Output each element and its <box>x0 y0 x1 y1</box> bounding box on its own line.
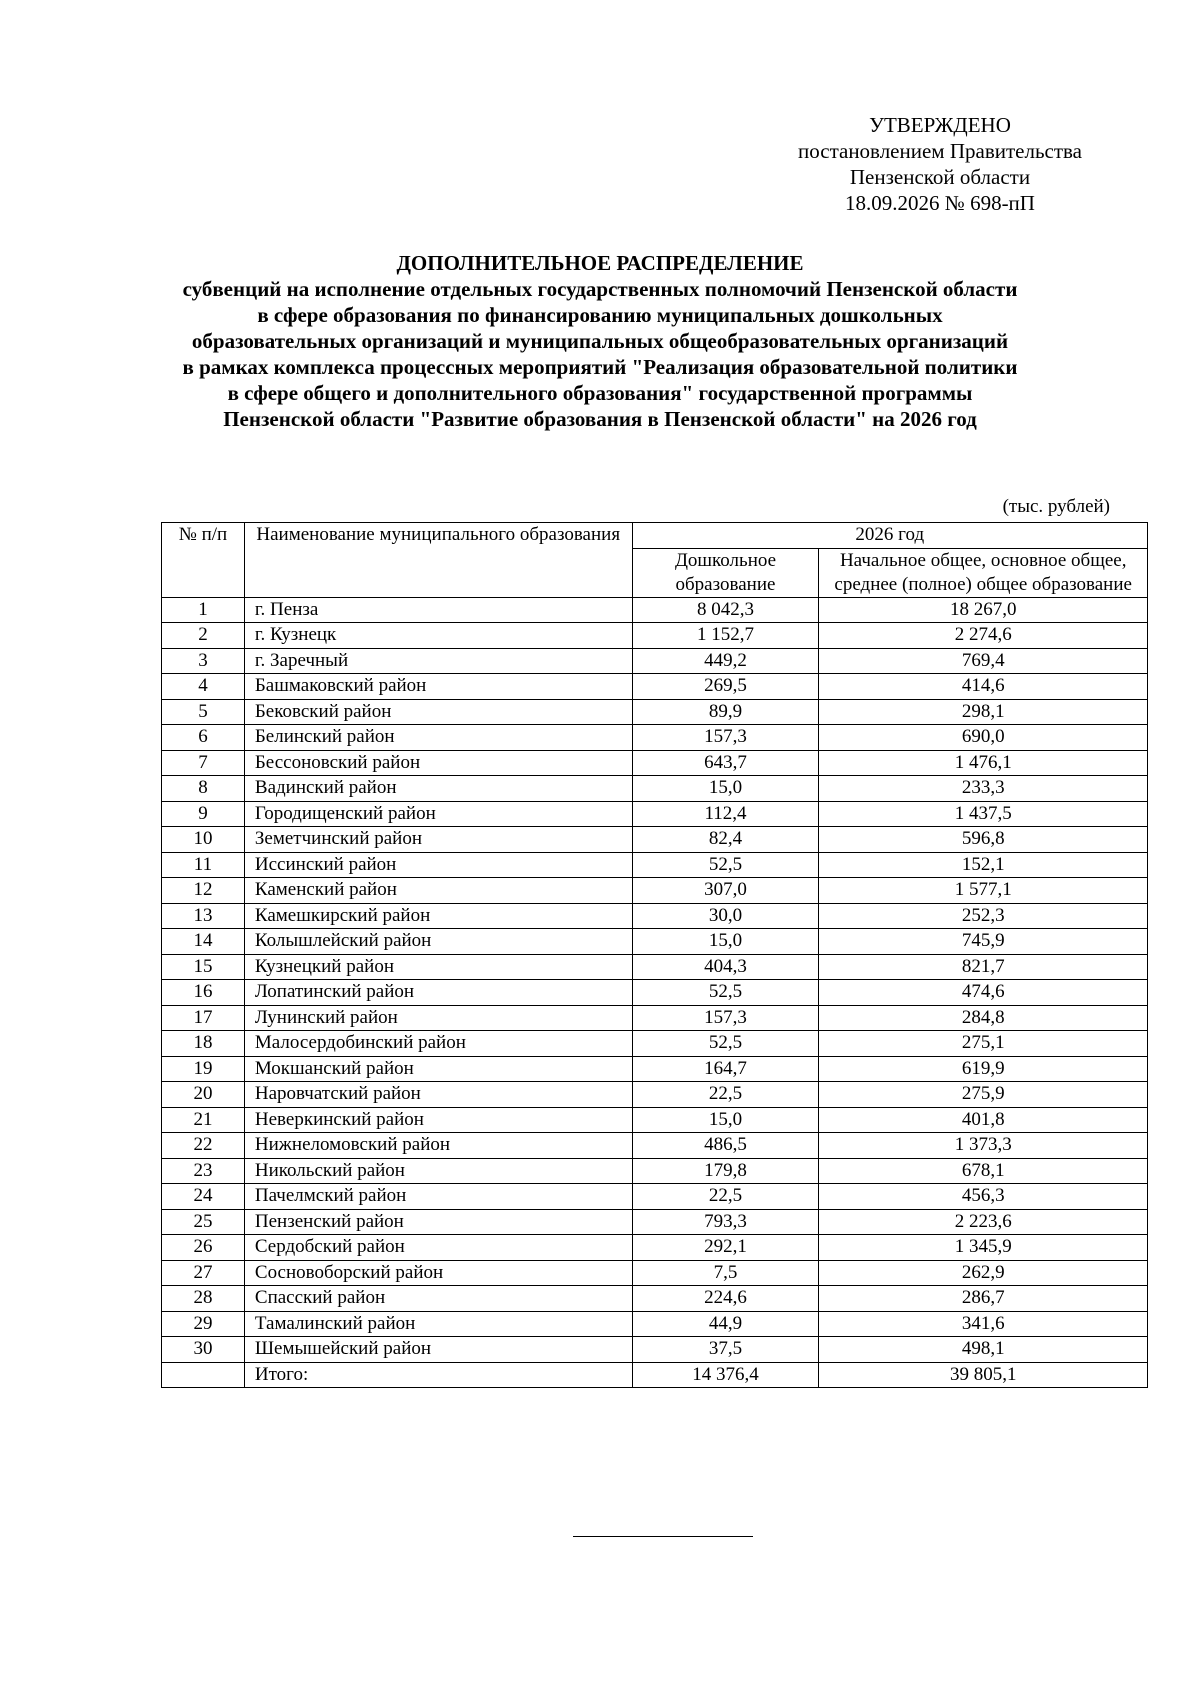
row-number: 16 <box>162 980 245 1006</box>
general-amount: 1 476,1 <box>819 750 1148 776</box>
row-number: 1 <box>162 597 245 623</box>
header-general: Начальное общее, основное общее, среднее (полное) общее образование <box>819 548 1148 597</box>
general-amount: 275,9 <box>819 1082 1148 1108</box>
row-number: 9 <box>162 801 245 827</box>
approval-block <box>770 112 1110 216</box>
general-amount: 678,1 <box>819 1158 1148 1184</box>
municipality-name: Никольский район <box>244 1158 632 1184</box>
row-number: 13 <box>162 903 245 929</box>
header-year: 2026 год <box>632 523 1147 549</box>
preschool-amount: 112,4 <box>632 801 819 827</box>
preschool-amount: 292,1 <box>632 1235 819 1261</box>
general-amount: 1 437,5 <box>819 801 1148 827</box>
preschool-amount: 89,9 <box>632 699 819 725</box>
municipality-name: Камешкирский район <box>244 903 632 929</box>
preschool-amount: 30,0 <box>632 903 819 929</box>
title-line: субвенций на исполнение отдельных государственных полномочий Пензенской области <box>182 277 1018 301</box>
total-row <box>162 1362 1148 1388</box>
general-amount: 401,8 <box>819 1107 1148 1133</box>
row-number: 3 <box>162 648 245 674</box>
total-num-cell <box>162 1362 245 1388</box>
municipality-name: Колышлейский район <box>244 929 632 955</box>
table-row <box>162 1235 1148 1261</box>
table-row <box>162 648 1148 674</box>
table-row <box>162 699 1148 725</box>
preschool-amount: 15,0 <box>632 929 819 955</box>
preschool-amount: 8 042,3 <box>632 597 819 623</box>
table-row <box>162 623 1148 649</box>
row-number: 6 <box>162 725 245 751</box>
general-amount: 298,1 <box>819 699 1148 725</box>
preschool-amount: 52,5 <box>632 1031 819 1057</box>
preschool-amount: 52,5 <box>632 852 819 878</box>
table-row <box>162 878 1148 904</box>
preschool-amount: 179,8 <box>632 1158 819 1184</box>
preschool-amount: 52,5 <box>632 980 819 1006</box>
municipality-name: г. Заречный <box>244 648 632 674</box>
preschool-amount: 22,5 <box>632 1082 819 1108</box>
general-amount: 233,3 <box>819 776 1148 802</box>
row-number: 18 <box>162 1031 245 1057</box>
municipality-name: Пензенский район <box>244 1209 632 1235</box>
table-row <box>162 1184 1148 1210</box>
document-title <box>150 250 1050 432</box>
municipality-name: Городищенский район <box>244 801 632 827</box>
row-number: 8 <box>162 776 245 802</box>
header-name: Наименование муниципального образования <box>244 523 632 598</box>
approval-line: УТВЕРЖДЕНО <box>869 113 1011 137</box>
municipality-name: Малосердобинский район <box>244 1031 632 1057</box>
general-amount: 18 267,0 <box>819 597 1148 623</box>
table-body <box>162 597 1148 1362</box>
approval-date-number: 18.09.2026 № 698-пП <box>845 191 1035 215</box>
row-number: 27 <box>162 1260 245 1286</box>
general-amount: 474,6 <box>819 980 1148 1006</box>
general-amount: 262,9 <box>819 1260 1148 1286</box>
general-amount: 596,8 <box>819 827 1148 853</box>
general-amount: 284,8 <box>819 1005 1148 1031</box>
row-number: 29 <box>162 1311 245 1337</box>
table-row <box>162 725 1148 751</box>
table-row <box>162 827 1148 853</box>
general-amount: 498,1 <box>819 1337 1148 1363</box>
title-line: Пензенской области "Развитие образования в Пензенской области" на 2026 год <box>223 407 977 431</box>
row-number: 20 <box>162 1082 245 1108</box>
table-row <box>162 1107 1148 1133</box>
table-row <box>162 597 1148 623</box>
municipality-name: Кузнецкий район <box>244 954 632 980</box>
row-number: 17 <box>162 1005 245 1031</box>
municipality-name: Сосновоборский район <box>244 1260 632 1286</box>
municipality-name: Нижнеломовский район <box>244 1133 632 1159</box>
preschool-amount: 157,3 <box>632 1005 819 1031</box>
preschool-amount: 224,6 <box>632 1286 819 1312</box>
general-amount: 2 274,6 <box>819 623 1148 649</box>
preschool-amount: 486,5 <box>632 1133 819 1159</box>
approval-line: Пензенской области <box>849 165 1031 189</box>
total-general: 39 805,1 <box>819 1362 1148 1388</box>
title-line: в сфере образования по финансированию муниципальных дошкольных <box>257 303 943 327</box>
preschool-amount: 307,0 <box>632 878 819 904</box>
general-amount: 690,0 <box>819 725 1148 751</box>
row-number: 10 <box>162 827 245 853</box>
table-row <box>162 674 1148 700</box>
row-number: 11 <box>162 852 245 878</box>
general-amount: 414,6 <box>819 674 1148 700</box>
general-amount: 286,7 <box>819 1286 1148 1312</box>
row-number: 21 <box>162 1107 245 1133</box>
table-row <box>162 1209 1148 1235</box>
table-row <box>162 1031 1148 1057</box>
table-row <box>162 776 1148 802</box>
table-row <box>162 903 1148 929</box>
row-number: 30 <box>162 1337 245 1363</box>
municipality-name: г. Кузнецк <box>244 623 632 649</box>
preschool-amount: 793,3 <box>632 1209 819 1235</box>
general-amount: 1 577,1 <box>819 878 1148 904</box>
table-row <box>162 1337 1148 1363</box>
municipality-name: г. Пенза <box>244 597 632 623</box>
row-number: 24 <box>162 1184 245 1210</box>
row-number: 26 <box>162 1235 245 1261</box>
title-line: в рамках комплекса процессных мероприятий "Реализация образовательной политики <box>182 355 1018 379</box>
general-amount: 745,9 <box>819 929 1148 955</box>
units-label: (тыс. рублей) <box>1002 496 1110 517</box>
table-row <box>162 852 1148 878</box>
table-row <box>162 954 1148 980</box>
total-preschool: 14 376,4 <box>632 1362 819 1388</box>
general-amount: 1 373,3 <box>819 1133 1148 1159</box>
table-row <box>162 1082 1148 1108</box>
municipality-name: Шемышейский район <box>244 1337 632 1363</box>
preschool-amount: 82,4 <box>632 827 819 853</box>
table-row <box>162 1260 1148 1286</box>
header-preschool: Дошкольное образование <box>632 548 819 597</box>
row-number: 25 <box>162 1209 245 1235</box>
municipality-name: Бессоновский район <box>244 750 632 776</box>
row-number: 2 <box>162 623 245 649</box>
municipality-name: Наровчатский район <box>244 1082 632 1108</box>
title-line: в сфере общего и дополнительного образования" государственной программы <box>227 381 973 405</box>
municipality-name: Башмаковский район <box>244 674 632 700</box>
distribution-table <box>161 522 1148 1388</box>
preschool-amount: 404,3 <box>632 954 819 980</box>
row-number: 12 <box>162 878 245 904</box>
row-number: 15 <box>162 954 245 980</box>
total-label: Итого: <box>244 1362 632 1388</box>
row-number: 5 <box>162 699 245 725</box>
row-number: 28 <box>162 1286 245 1312</box>
general-amount: 252,3 <box>819 903 1148 929</box>
preschool-amount: 643,7 <box>632 750 819 776</box>
municipality-name: Мокшанский район <box>244 1056 632 1082</box>
row-number: 4 <box>162 674 245 700</box>
general-amount: 2 223,6 <box>819 1209 1148 1235</box>
row-number: 14 <box>162 929 245 955</box>
title-line: образовательных организаций и муниципальных общеобразовательных организаций <box>191 329 1009 353</box>
municipality-name: Бековский район <box>244 699 632 725</box>
municipality-name: Белинский район <box>244 725 632 751</box>
general-amount: 275,1 <box>819 1031 1148 1057</box>
table-row <box>162 1056 1148 1082</box>
municipality-name: Каменский район <box>244 878 632 904</box>
row-number: 23 <box>162 1158 245 1184</box>
preschool-amount: 37,5 <box>632 1337 819 1363</box>
table-row <box>162 1286 1148 1312</box>
municipality-name: Пачелмский район <box>244 1184 632 1210</box>
header-num: № п/п <box>162 523 245 598</box>
table-row <box>162 1005 1148 1031</box>
table-row <box>162 801 1148 827</box>
general-amount: 821,7 <box>819 954 1148 980</box>
title-line: ДОПОЛНИТЕЛЬНОЕ РАСПРЕДЕЛЕНИЕ <box>396 251 804 275</box>
municipality-name: Спасский район <box>244 1286 632 1312</box>
general-amount: 769,4 <box>819 648 1148 674</box>
table-row <box>162 1133 1148 1159</box>
preschool-amount: 15,0 <box>632 776 819 802</box>
preschool-amount: 44,9 <box>632 1311 819 1337</box>
row-number: 22 <box>162 1133 245 1159</box>
preschool-amount: 15,0 <box>632 1107 819 1133</box>
preschool-amount: 22,5 <box>632 1184 819 1210</box>
general-amount: 341,6 <box>819 1311 1148 1337</box>
table-row <box>162 929 1148 955</box>
general-amount: 152,1 <box>819 852 1148 878</box>
general-amount: 1 345,9 <box>819 1235 1148 1261</box>
municipality-name: Неверкинский район <box>244 1107 632 1133</box>
preschool-amount: 164,7 <box>632 1056 819 1082</box>
table-row <box>162 750 1148 776</box>
preschool-amount: 7,5 <box>632 1260 819 1286</box>
row-number: 7 <box>162 750 245 776</box>
general-amount: 619,9 <box>819 1056 1148 1082</box>
table-row <box>162 1311 1148 1337</box>
preschool-amount: 1 152,7 <box>632 623 819 649</box>
municipality-name: Лунинский район <box>244 1005 632 1031</box>
municipality-name: Лопатинский район <box>244 980 632 1006</box>
end-divider <box>573 1536 753 1537</box>
preschool-amount: 157,3 <box>632 725 819 751</box>
municipality-name: Сердобский район <box>244 1235 632 1261</box>
municipality-name: Иссинский район <box>244 852 632 878</box>
municipality-name: Тамалинский район <box>244 1311 632 1337</box>
municipality-name: Вадинский район <box>244 776 632 802</box>
table-row <box>162 980 1148 1006</box>
row-number: 19 <box>162 1056 245 1082</box>
table-row <box>162 1158 1148 1184</box>
municipality-name: Земетчинский район <box>244 827 632 853</box>
approval-line: постановлением Правительства <box>797 139 1082 163</box>
preschool-amount: 269,5 <box>632 674 819 700</box>
general-amount: 456,3 <box>819 1184 1148 1210</box>
preschool-amount: 449,2 <box>632 648 819 674</box>
